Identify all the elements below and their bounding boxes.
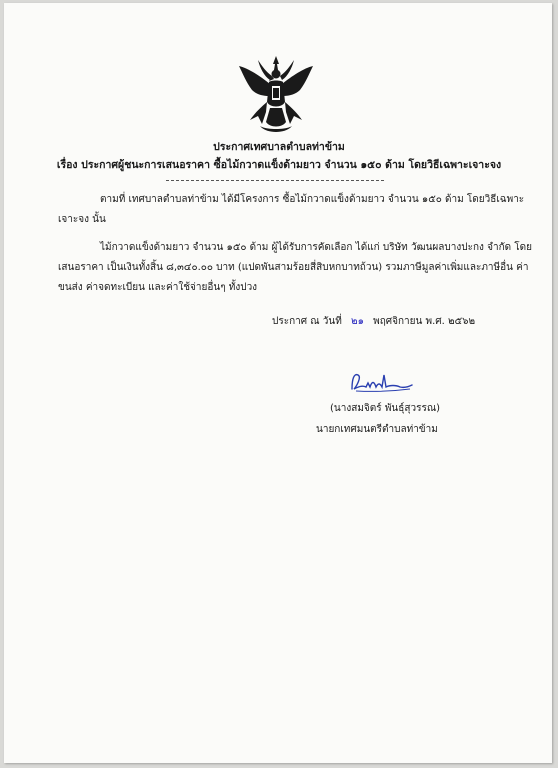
date-month-year: พฤศจิกายน พ.ศ. ๒๕๖๒ [373, 316, 476, 327]
handwritten-signature [346, 369, 416, 395]
date-prefix: ประกาศ ณ วันที่ [272, 316, 342, 327]
title-divider [166, 180, 384, 181]
paragraph-2-line-1: ไม้กวาดแข็งด้ามยาว จำนวน ๑๕๐ ด้าม ผู้ได้รับการคัดเลือก ได้แก่ บริษัท วัฒนผลบางปะกง จำกัด โดย [100, 242, 533, 253]
signatory-position: นายกเทศมนตรีตำบลท่าข้าม [316, 424, 438, 435]
garuda-emblem-icon [236, 54, 316, 136]
date-day: ๒๑ [350, 316, 364, 327]
signatory-name: (นางสมจิตร์ พันธุ์สุวรรณ) [330, 403, 441, 414]
announcement-subject: เรื่อง ประกาศผู้ชนะการเสนอราคา ซื้อไม้กวาดแข็งด้ามยาว จำนวน ๑๕๐ ด้าม โดยวิธีเฉพาะเจาะจง [56, 159, 502, 171]
paragraph-2-line-3: ขนส่ง ค่าจดทะเบียน และค่าใช้จ่ายอื่นๆ ทั้งปวง [58, 282, 258, 293]
announcement-date [272, 314, 475, 329]
paragraph-1-line-1: ตามที่ เทศบาลตำบลท่าข้าม ได้มีโครงการ ซื้อไม้กวาดแข็งด้ามยาว จำนวน ๑๕๐ ด้าม โดยวิธีเฉพาะ [100, 194, 525, 205]
paragraph-1-line-2: เจาะจง นั้น [58, 214, 106, 225]
paragraph-2-line-2: เสนอราคา เป็นเงินทั้งสิ้น ๘,๓๔๐.๐๐ บาท (แปดพันสามร้อยสี่สิบหกบาทถ้วน) รวมภาษีมูลค่าเพิ่มและภาษีอื่น ค่า [58, 262, 529, 273]
announcement-title: ประกาศเทศบาลตำบลท่าข้าม [213, 141, 345, 153]
